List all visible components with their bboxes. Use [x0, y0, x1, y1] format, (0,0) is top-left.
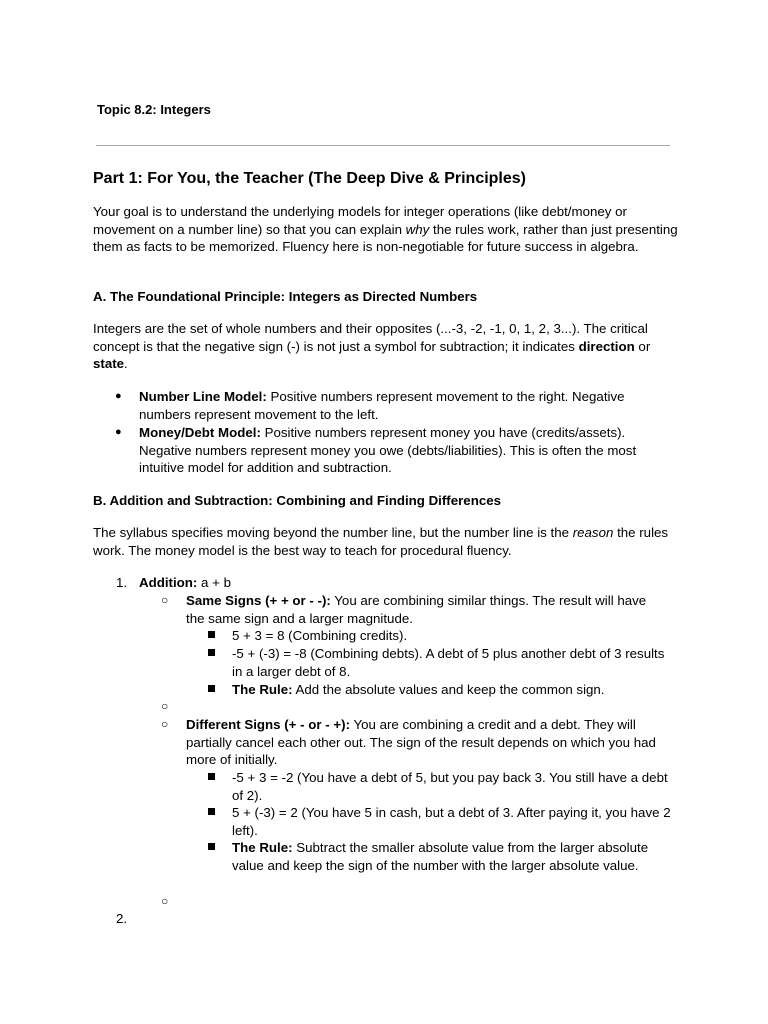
- bullet-text: Number Line Model: Positive numbers represent movement to the right. Negative numbers represent movement to the left.: [139, 389, 625, 422]
- square-bullet-icon: [208, 649, 216, 657]
- bullet-icon: ●: [115, 390, 122, 402]
- same-signs-example-1: 5 + 3 = 8 (Combining credits).: [232, 628, 408, 643]
- list-number-2: 2.: [116, 911, 128, 926]
- circle-bullet-icon: ○: [161, 593, 169, 607]
- topic-title: Topic 8.2: Integers: [97, 102, 211, 117]
- same-signs-example-2: -5 + (-3) = -8 (Combining debts). A debt of 5 plus another debt of 3 results in a larger debt of 8.: [232, 646, 665, 679]
- same-signs-item: Same Signs (+ + or - -): You are combining similar things. The result will have the same sign and a larger magnitude.: [186, 593, 647, 626]
- square-bullet-icon: [208, 773, 216, 781]
- square-bullet-icon: [208, 843, 216, 851]
- square-bullet-icon: [208, 685, 216, 693]
- circle-bullet-icon: ○: [161, 894, 169, 908]
- circle-bullet-icon: ○: [161, 699, 169, 713]
- bullet-text: Money/Debt Model: Positive numbers represent money you have (credits/assets). Negative numbers represent money you owe (debts/liabilities). This is often the most intuitive model for addition and subtraction.: [139, 425, 637, 475]
- part1-heading: Part 1: For You, the Teacher (The Deep Dive & Principles): [93, 170, 526, 187]
- square-bullet-icon: [208, 808, 216, 816]
- horizontal-rule: [96, 145, 670, 146]
- list-number-1: 1.: [116, 575, 128, 590]
- section-b-heading: B. Addition and Subtraction: Combining and Finding Differences: [93, 493, 502, 508]
- section-b-paragraph: The syllabus specifies moving beyond the number line, but the number line is the reason the rules work. The money model is the best way to teach for procedural fluency.: [93, 525, 669, 558]
- section-a-paragraph: Integers are the set of whole numbers and their opposites (...-3, -2, -1, 0, 1, 2, 3...). The critical concept is that the negative sign (-) is not just a symbol for subtraction; it indicates direction or state.: [93, 321, 651, 371]
- section-a-heading: A. The Foundational Principle: Integers as Directed Numbers: [93, 289, 478, 304]
- same-signs-rule: The Rule: Add the absolute values and keep the common sign.: [232, 682, 605, 697]
- part1-intro-paragraph: Your goal is to understand the underlying models for integer operations (like debt/money or movement on a number line) so that you can explain why the rules work, rather than just presenting them as facts to be memorized. Fluency here is non-negotiable for future success in algebra.: [93, 204, 678, 254]
- circle-bullet-icon: ○: [161, 717, 169, 731]
- addition-item: Addition: a + b: [139, 575, 231, 590]
- different-signs-rule: The Rule: Subtract the smaller absolute value from the larger absolute value and keep the sign of the number with the larger absolute value.: [232, 840, 649, 873]
- bullet-icon: ●: [115, 426, 122, 438]
- different-signs-example-2: 5 + (-3) = 2 (You have 5 in cash, but a debt of 3. After paying it, you have 2 left).: [232, 805, 671, 838]
- square-bullet-icon: [208, 631, 216, 639]
- different-signs-item: Different Signs (+ - or - +): You are combining a credit and a debt. They will partially cancel each other out. The sign of the result depends on which you had more of initially.: [186, 717, 656, 767]
- different-signs-example-1: -5 + 3 = -2 (You have a debt of 5, but you pay back 3. You still have a debt of 2).: [232, 770, 668, 803]
